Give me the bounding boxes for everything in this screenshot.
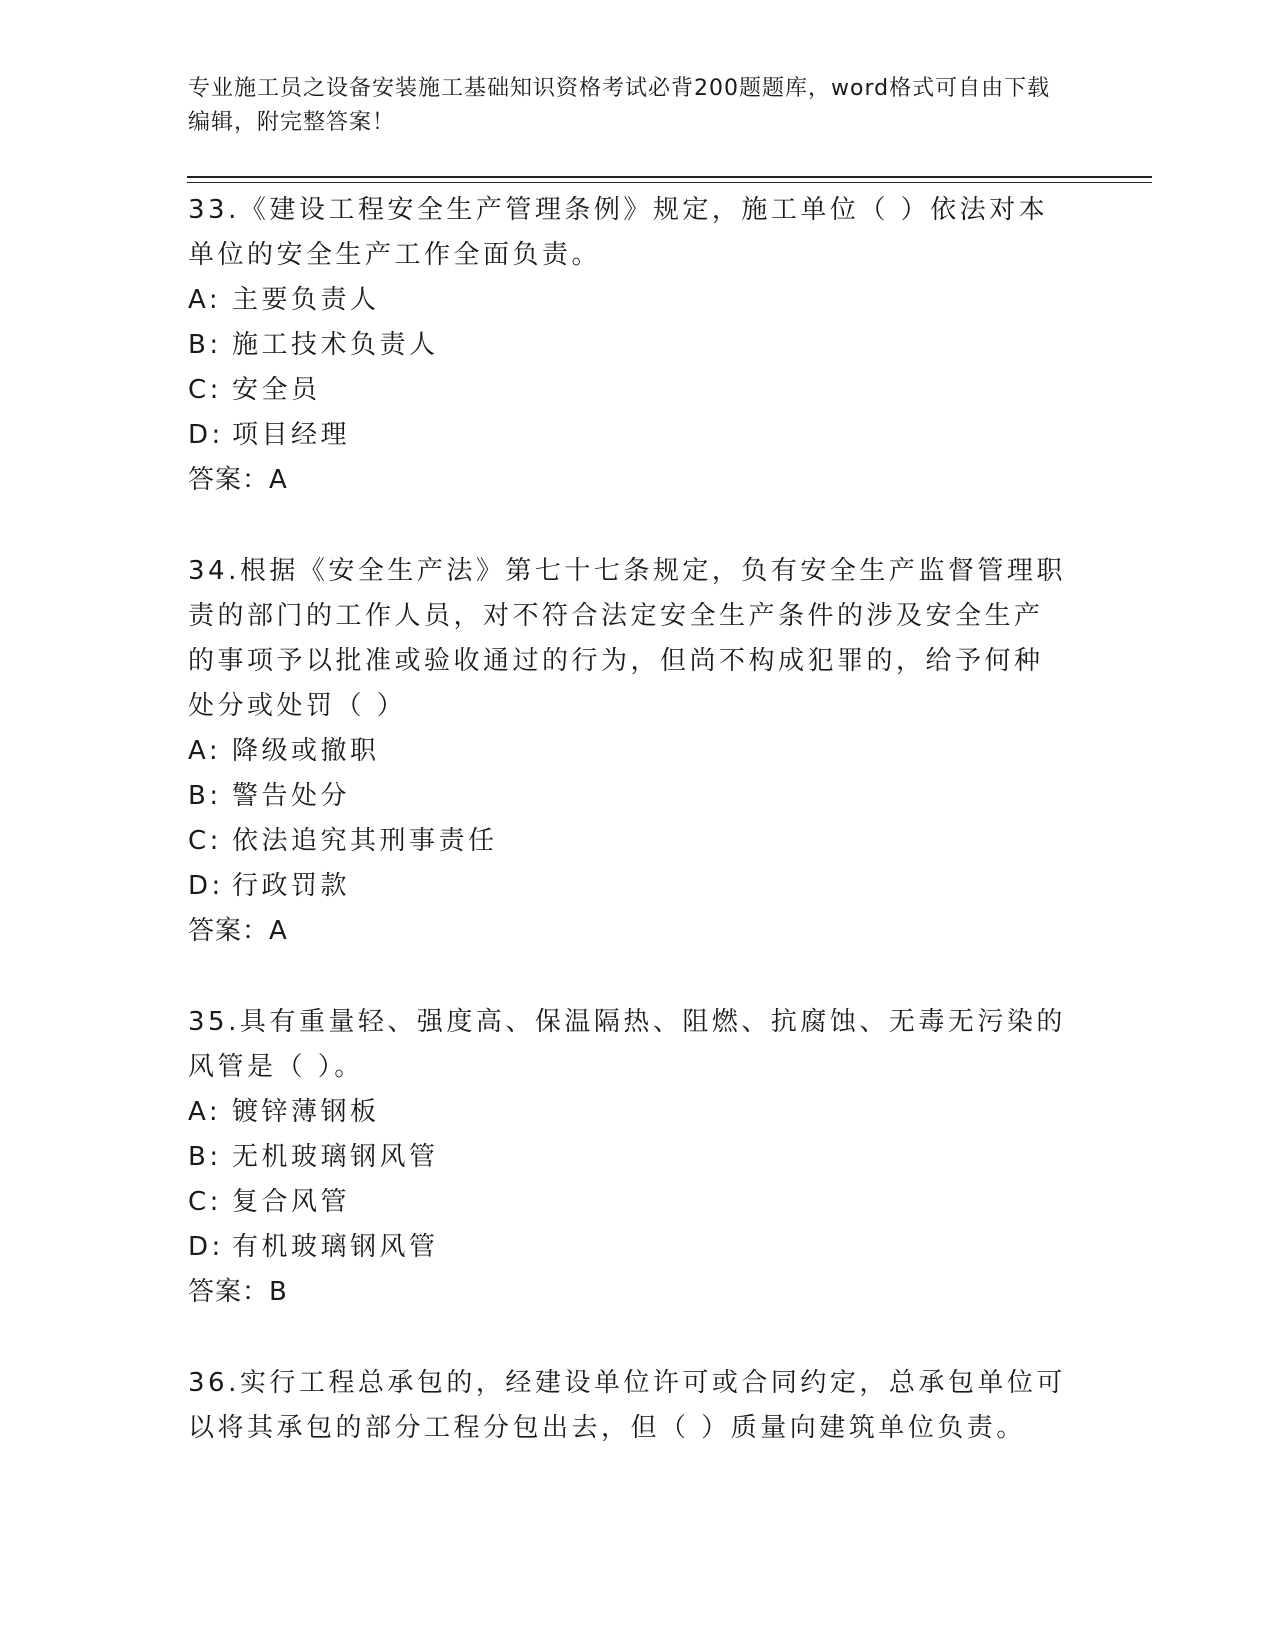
option-key: A: [188,285,222,315]
option-a [188,729,1068,774]
question-36 [188,1361,1068,1451]
question-stem: 33.《建设工程安全生产管理条例》规定，施工单位（ ）依法对本单位的安全生产工作全面负责。 [188,195,1049,270]
option-key: B: [188,781,222,811]
option-b [188,323,1068,368]
option-text: 施工技术负责人 [232,330,439,360]
question-34 [188,549,1068,954]
option-text: 警告处分 [232,781,351,811]
option-key: C: [188,826,222,856]
header-divider-thin [187,182,1152,183]
option-text: 项目经理 [232,420,351,450]
option-text: 依法追究其刑事责任 [232,826,498,856]
option-text: 镀锌薄钢板 [232,1097,380,1127]
option-key: D: [188,1232,224,1262]
option-c [188,368,1068,413]
question-stem: 34.根据《安全生产法》第七十七条规定，负有安全生产监督管理职责的部门的工作人员，对不符合法定安全生产条件的涉及安全生产的事项予以批准或验收通过的行为，但尚不构成犯罪的，给予何种处分或处罚（ ） [188,556,1066,721]
question-spacer [188,503,1068,549]
option-text: 复合风管 [232,1187,351,1217]
question-stem: 36.实行工程总承包的，经建设单位许可或合同约定，总承包单位可以将其承包的部分工程分包出去，但（ ）质量向建筑单位负责。 [188,1368,1066,1443]
option-b [188,1135,1068,1180]
option-key: D: [188,420,224,450]
option-a [188,278,1068,323]
option-key: C: [188,375,222,405]
option-c [188,819,1068,864]
question-list [188,188,1068,1451]
answer-label: 答案：A [188,916,288,946]
option-text: 行政罚款 [232,871,351,901]
option-text: 无机玻璃钢风管 [232,1142,439,1172]
option-d [188,864,1068,909]
question-spacer [188,954,1068,1000]
answer-label: 答案：B [188,1277,288,1307]
option-text: 安全员 [232,375,321,405]
option-text: 有机玻璃钢风管 [232,1232,439,1262]
option-key: C: [188,1187,222,1217]
question-35 [188,1000,1068,1315]
option-key: B: [188,1142,222,1172]
option-d [188,413,1068,458]
option-c [188,1180,1068,1225]
question-33 [188,188,1068,503]
document-header: 专业施工员之设备安装施工基础知识资格考试必背200题题库，word格式可自由下载编辑，附完整答案！ [188,76,1051,135]
option-a [188,1090,1068,1135]
answer-label: 答案：A [188,465,288,495]
option-d [188,1225,1068,1270]
question-stem: 35.具有重量轻、强度高、保温隔热、阻燃、抗腐蚀、无毒无污染的风管是（ ）。 [188,1007,1066,1082]
option-key: B: [188,330,222,360]
option-text: 主要负责人 [232,285,380,315]
option-text: 降级或撤职 [232,736,380,766]
option-key: A: [188,736,222,766]
option-key: D: [188,871,224,901]
option-b [188,774,1068,819]
header-divider-thick [187,176,1152,178]
question-spacer [188,1315,1068,1361]
option-key: A: [188,1097,222,1127]
